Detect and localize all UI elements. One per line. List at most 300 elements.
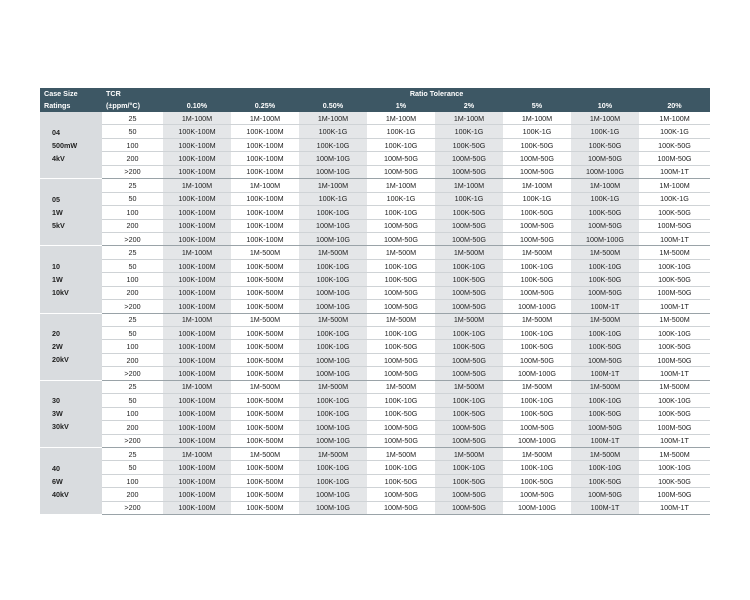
tcr-cell: 50 <box>102 259 163 272</box>
tolerance-header: 1% <box>367 100 435 112</box>
range-cell: 100K-500M <box>231 259 299 272</box>
range-cell: 1M-500M <box>571 447 639 460</box>
range-cell: 1M-100M <box>435 112 503 125</box>
tcr-cell: 200 <box>102 488 163 501</box>
case-voltage: 10kV <box>52 287 69 297</box>
range-cell: 1M-100M <box>231 112 299 125</box>
table-row <box>40 313 710 326</box>
case-power: 1W <box>52 207 63 217</box>
range-cell: 100M-50G <box>367 232 435 245</box>
range-cell: 100M-100G <box>571 232 639 245</box>
tolerance-header: 0.50% <box>299 100 367 112</box>
range-cell: 100M-10G <box>299 232 367 245</box>
range-cell: 100K-100M <box>163 125 231 138</box>
case-case: 20 <box>52 329 60 339</box>
case-voltage: 4kV <box>52 153 65 163</box>
table-row <box>40 125 710 138</box>
range-cell: 100K-100M <box>231 219 299 232</box>
range-cell: 100M-50G <box>435 300 503 313</box>
range-cell: 100K-10G <box>503 461 571 474</box>
range-cell: 100M-10G <box>299 165 367 178</box>
range-cell: 100M-10G <box>299 219 367 232</box>
range-cell: 100K-100M <box>163 165 231 178</box>
range-cell: 100K-50G <box>503 206 571 219</box>
range-cell: 100K-500M <box>231 340 299 353</box>
case-size-cell <box>40 246 102 313</box>
range-cell: 100K-100M <box>163 232 231 245</box>
range-cell: 100K-10G <box>639 461 710 474</box>
range-cell: 100M-10G <box>299 421 367 434</box>
range-cell: 100M-50G <box>571 488 639 501</box>
range-cell: 1M-500M <box>367 380 435 393</box>
tolerance-header: 10% <box>571 100 639 112</box>
range-cell: 100K-50G <box>367 474 435 487</box>
range-cell: 100M-100G <box>503 367 571 380</box>
ratio-tolerance-header: Ratio Tolerance <box>163 88 710 100</box>
range-cell: 1M-100M <box>163 313 231 326</box>
range-cell: 100K-50G <box>639 407 710 420</box>
range-cell: 100M-50G <box>503 219 571 232</box>
range-cell: 100K-1G <box>571 192 639 205</box>
range-cell: 100K-100M <box>163 461 231 474</box>
range-cell: 1M-100M <box>163 112 231 125</box>
table-row <box>40 219 710 232</box>
range-cell: 100K-50G <box>435 206 503 219</box>
tcr-header: TCR <box>102 88 163 100</box>
range-cell: 100K-10G <box>299 273 367 286</box>
range-cell: 100M-10G <box>299 300 367 313</box>
range-cell: 100K-1G <box>435 125 503 138</box>
case-power: 6W <box>52 476 63 486</box>
table-row <box>40 300 710 313</box>
range-cell: 100K-100M <box>163 474 231 487</box>
table-row <box>40 259 710 272</box>
table-row <box>40 501 710 514</box>
header-row-1 <box>40 88 710 100</box>
range-cell: 100K-500M <box>231 327 299 340</box>
range-cell: 100K-100M <box>163 219 231 232</box>
tcr-cell: 25 <box>102 313 163 326</box>
range-cell: 100M-50G <box>503 165 571 178</box>
range-cell: 100M-1T <box>639 165 710 178</box>
range-cell: 100M-50G <box>367 353 435 366</box>
range-cell: 100M-50G <box>367 300 435 313</box>
range-cell: 100K-50G <box>571 138 639 151</box>
range-cell: 1M-100M <box>299 179 367 192</box>
table-row <box>40 112 710 125</box>
range-cell: 100K-50G <box>435 340 503 353</box>
tcr-cell: >200 <box>102 232 163 245</box>
range-cell: 100M-50G <box>639 421 710 434</box>
table-row <box>40 407 710 420</box>
range-cell: 100K-500M <box>231 501 299 514</box>
tcr-cell: 25 <box>102 447 163 460</box>
range-cell: 100K-100M <box>231 232 299 245</box>
range-cell: 1M-100M <box>435 179 503 192</box>
range-cell: 100M-1T <box>639 300 710 313</box>
header-row-2 <box>40 100 710 112</box>
tcr-cell: 100 <box>102 206 163 219</box>
range-cell: 100M-50G <box>435 232 503 245</box>
range-cell: 1M-100M <box>571 179 639 192</box>
range-cell: 100K-100M <box>163 367 231 380</box>
range-cell: 1M-500M <box>435 447 503 460</box>
range-cell: 1M-100M <box>231 179 299 192</box>
range-cell: 100M-10G <box>299 353 367 366</box>
range-cell: 100M-1T <box>639 367 710 380</box>
case-power: 2W <box>52 342 63 352</box>
range-cell: 100M-10G <box>299 501 367 514</box>
range-cell: 100K-100M <box>163 152 231 165</box>
range-cell: 100K-500M <box>231 367 299 380</box>
range-cell: 100K-10G <box>435 461 503 474</box>
range-cell: 100K-10G <box>571 461 639 474</box>
range-cell: 1M-500M <box>299 447 367 460</box>
case-voltage: 30kV <box>52 422 69 432</box>
range-cell: 100M-1T <box>639 232 710 245</box>
case-voltage: 5kV <box>52 220 65 230</box>
range-cell: 100K-100M <box>163 421 231 434</box>
range-cell: 100M-10G <box>299 488 367 501</box>
case-power: 3W <box>52 409 63 419</box>
case-case: 30 <box>52 396 60 406</box>
range-cell: 1M-500M <box>503 380 571 393</box>
range-cell: 100M-50G <box>367 501 435 514</box>
range-cell: 1M-100M <box>163 246 231 259</box>
case-power: 500mW <box>52 140 78 150</box>
range-cell: 1M-500M <box>231 380 299 393</box>
range-cell: 100M-50G <box>571 421 639 434</box>
range-cell: 100K-100M <box>163 340 231 353</box>
range-cell: 100K-10G <box>299 327 367 340</box>
range-cell: 100M-50G <box>435 219 503 232</box>
case-size-cell <box>40 447 102 514</box>
range-cell: 100K-100M <box>163 138 231 151</box>
range-cell: 100K-100M <box>163 206 231 219</box>
range-cell: 100K-10G <box>435 327 503 340</box>
tcr-cell: >200 <box>102 165 163 178</box>
tcr-cell: 25 <box>102 112 163 125</box>
range-cell: 100K-500M <box>231 394 299 407</box>
range-cell: 100K-1G <box>639 192 710 205</box>
range-cell: 100M-50G <box>435 165 503 178</box>
case-case: 05 <box>52 194 60 204</box>
range-cell: 100K-100M <box>163 394 231 407</box>
range-cell: 100M-100G <box>503 434 571 447</box>
tcr-cell: 200 <box>102 286 163 299</box>
range-cell: 100K-1G <box>367 125 435 138</box>
range-cell: 100M-1T <box>571 434 639 447</box>
table-row <box>40 461 710 474</box>
range-cell: 100M-50G <box>435 286 503 299</box>
range-cell: 100M-1T <box>571 367 639 380</box>
range-cell: 100K-10G <box>503 327 571 340</box>
range-cell: 100M-1T <box>639 434 710 447</box>
range-cell: 1M-500M <box>231 447 299 460</box>
range-cell: 1M-100M <box>503 179 571 192</box>
range-cell: 100K-50G <box>503 138 571 151</box>
table-row <box>40 206 710 219</box>
range-cell: 100K-50G <box>503 474 571 487</box>
range-cell: 100M-50G <box>435 501 503 514</box>
range-cell: 100M-50G <box>639 353 710 366</box>
table-row <box>40 367 710 380</box>
range-cell: 1M-500M <box>639 447 710 460</box>
tcr-cell: 50 <box>102 327 163 340</box>
table-row <box>40 192 710 205</box>
range-cell: 100M-100G <box>503 300 571 313</box>
range-cell: 100K-500M <box>231 353 299 366</box>
table-row <box>40 165 710 178</box>
range-cell: 1M-500M <box>571 380 639 393</box>
range-cell: 100K-50G <box>435 407 503 420</box>
tolerance-header: 20% <box>639 100 710 112</box>
tcr-cell: >200 <box>102 300 163 313</box>
range-cell: 100M-100G <box>571 165 639 178</box>
range-cell: 1M-500M <box>299 313 367 326</box>
range-cell: 100K-1G <box>299 125 367 138</box>
range-cell: 100M-50G <box>571 219 639 232</box>
range-cell: 100K-50G <box>503 407 571 420</box>
range-cell: 100K-10G <box>571 394 639 407</box>
range-cell: 100K-10G <box>299 474 367 487</box>
range-cell: 100M-1T <box>571 300 639 313</box>
range-cell: 100K-500M <box>231 300 299 313</box>
table-row <box>40 327 710 340</box>
range-cell: 100K-1G <box>435 192 503 205</box>
range-cell: 100M-50G <box>367 152 435 165</box>
case-voltage: 40kV <box>52 489 69 499</box>
range-cell: 100K-10G <box>367 138 435 151</box>
tcr-cell: >200 <box>102 501 163 514</box>
table-row <box>40 488 710 501</box>
range-cell: 1M-100M <box>571 112 639 125</box>
range-cell: 100K-10G <box>503 394 571 407</box>
range-cell: 100K-50G <box>367 407 435 420</box>
range-cell: 1M-500M <box>435 380 503 393</box>
range-cell: 1M-100M <box>163 179 231 192</box>
range-cell: 100K-100M <box>231 138 299 151</box>
table-row <box>40 434 710 447</box>
range-cell: 100K-100M <box>231 125 299 138</box>
range-cell: 1M-500M <box>639 246 710 259</box>
range-cell: 1M-500M <box>571 313 639 326</box>
range-cell: 100K-10G <box>299 407 367 420</box>
range-cell: 100M-50G <box>639 219 710 232</box>
range-cell: 100K-10G <box>367 394 435 407</box>
range-cell: 100K-10G <box>639 259 710 272</box>
tolerance-header: 0.25% <box>231 100 299 112</box>
range-cell: 100K-50G <box>639 340 710 353</box>
range-cell: 100M-50G <box>435 434 503 447</box>
range-cell: 100K-500M <box>231 421 299 434</box>
case-case: 10 <box>52 261 60 271</box>
range-cell: 1M-100M <box>639 179 710 192</box>
tcr-cell: 100 <box>102 273 163 286</box>
range-cell: 100M-1T <box>639 501 710 514</box>
tcr-cell: 25 <box>102 246 163 259</box>
range-cell: 100M-10G <box>299 152 367 165</box>
tcr-cell: >200 <box>102 367 163 380</box>
tolerance-header: 0.10% <box>163 100 231 112</box>
range-cell: 100K-10G <box>299 206 367 219</box>
range-cell: 100K-50G <box>571 340 639 353</box>
range-cell: 100K-10G <box>571 327 639 340</box>
range-cell: 100K-50G <box>435 474 503 487</box>
tcr-cell: >200 <box>102 434 163 447</box>
tcr-cell: 200 <box>102 421 163 434</box>
table-row <box>40 286 710 299</box>
tcr-cell: 25 <box>102 179 163 192</box>
case-case: 40 <box>52 463 60 473</box>
range-cell: 100K-500M <box>231 474 299 487</box>
range-cell: 100K-100M <box>231 206 299 219</box>
range-cell: 100K-100M <box>163 434 231 447</box>
range-cell: 100K-100M <box>163 192 231 205</box>
table-row <box>40 232 710 245</box>
range-cell: 100K-500M <box>231 407 299 420</box>
case-case: 04 <box>52 127 60 137</box>
range-cell: 100M-50G <box>367 434 435 447</box>
range-cell: 100K-50G <box>503 273 571 286</box>
tcr-cell: 50 <box>102 461 163 474</box>
range-cell: 100K-10G <box>367 259 435 272</box>
table-row <box>40 138 710 151</box>
range-cell: 1M-500M <box>435 313 503 326</box>
range-cell: 1M-500M <box>299 246 367 259</box>
range-cell: 100M-50G <box>435 152 503 165</box>
range-cell: 100M-50G <box>503 353 571 366</box>
range-cell: 100K-10G <box>299 394 367 407</box>
range-cell: 100K-1G <box>571 125 639 138</box>
range-cell: 100M-10G <box>299 367 367 380</box>
tcr-cell: 100 <box>102 474 163 487</box>
range-cell: 1M-500M <box>503 313 571 326</box>
range-cell: 1M-500M <box>571 246 639 259</box>
tcr-cell: 100 <box>102 138 163 151</box>
range-cell: 1M-100M <box>163 447 231 460</box>
range-cell: 1M-100M <box>367 112 435 125</box>
range-cell: 100K-500M <box>231 488 299 501</box>
range-cell: 100K-100M <box>163 300 231 313</box>
range-cell: 100K-50G <box>367 273 435 286</box>
range-cell: 100M-50G <box>503 152 571 165</box>
case-size-cell <box>40 313 102 380</box>
range-cell: 1M-500M <box>367 313 435 326</box>
range-cell: 100K-1G <box>367 192 435 205</box>
range-cell: 100K-100M <box>163 286 231 299</box>
range-cell: 100M-50G <box>367 286 435 299</box>
range-cell: 100M-50G <box>571 353 639 366</box>
range-cell: 100K-500M <box>231 273 299 286</box>
table-row <box>40 179 710 192</box>
range-cell: 1M-500M <box>231 246 299 259</box>
tolerance-header: 2% <box>435 100 503 112</box>
table-row <box>40 353 710 366</box>
range-cell: 100K-10G <box>571 259 639 272</box>
range-cell: 100M-50G <box>639 286 710 299</box>
range-cell: 100M-50G <box>639 488 710 501</box>
ratings-header: Ratings <box>40 100 102 112</box>
table-row <box>40 447 710 460</box>
range-cell: 100K-100M <box>163 407 231 420</box>
table-row <box>40 152 710 165</box>
range-cell: 100K-10G <box>435 394 503 407</box>
range-cell: 100K-10G <box>367 206 435 219</box>
range-cell: 100K-500M <box>231 461 299 474</box>
range-cell: 100M-50G <box>367 367 435 380</box>
range-cell: 1M-100M <box>639 112 710 125</box>
range-cell: 100K-500M <box>231 434 299 447</box>
range-cell: 100K-50G <box>435 273 503 286</box>
range-cell: 100M-50G <box>367 421 435 434</box>
table-body <box>40 112 710 515</box>
tcr-cell: 50 <box>102 394 163 407</box>
range-cell: 100M-1T <box>571 501 639 514</box>
case-size-cell <box>40 112 102 179</box>
range-cell: 100K-10G <box>367 327 435 340</box>
range-cell: 100K-50G <box>571 273 639 286</box>
table-row <box>40 273 710 286</box>
range-cell: 100K-10G <box>299 461 367 474</box>
range-cell: 1M-500M <box>231 313 299 326</box>
table-row <box>40 380 710 393</box>
range-cell: 1M-100M <box>299 112 367 125</box>
range-cell: 100K-10G <box>299 138 367 151</box>
range-cell: 100K-50G <box>571 474 639 487</box>
range-cell: 100K-500M <box>231 286 299 299</box>
range-cell: 100K-100M <box>163 273 231 286</box>
tcr-cell: 50 <box>102 125 163 138</box>
tcr-unit-header: (±ppm/°C) <box>102 100 163 112</box>
range-cell: 100K-50G <box>571 206 639 219</box>
case-size-cell <box>40 179 102 246</box>
range-cell: 100K-100M <box>231 165 299 178</box>
tcr-cell: 25 <box>102 380 163 393</box>
range-cell: 100M-50G <box>435 421 503 434</box>
range-cell: 1M-100M <box>163 380 231 393</box>
range-cell: 100K-10G <box>503 259 571 272</box>
range-cell: 100M-50G <box>503 232 571 245</box>
table-row <box>40 421 710 434</box>
tcr-cell: 200 <box>102 353 163 366</box>
range-cell: 100M-50G <box>639 152 710 165</box>
range-cell: 100K-1G <box>503 192 571 205</box>
range-cell: 1M-500M <box>639 313 710 326</box>
range-cell: 100M-50G <box>571 152 639 165</box>
case-voltage: 20kV <box>52 355 69 365</box>
range-cell: 100K-1G <box>299 192 367 205</box>
range-cell: 100K-100M <box>231 192 299 205</box>
case-power: 1W <box>52 274 63 284</box>
tcr-cell: 200 <box>102 152 163 165</box>
range-cell: 100K-1G <box>639 125 710 138</box>
range-cell: 1M-500M <box>367 246 435 259</box>
range-cell: 100K-50G <box>367 340 435 353</box>
range-cell: 100M-50G <box>503 488 571 501</box>
range-cell: 100M-100G <box>503 501 571 514</box>
ratio-tolerance-table <box>40 88 710 515</box>
range-cell: 100K-100M <box>163 488 231 501</box>
range-cell: 1M-100M <box>503 112 571 125</box>
range-cell: 1M-100M <box>367 179 435 192</box>
range-cell: 100K-100M <box>163 501 231 514</box>
range-cell: 100K-100M <box>231 152 299 165</box>
case-size-header: Case Size <box>40 88 102 100</box>
range-cell: 1M-500M <box>299 380 367 393</box>
tcr-cell: 100 <box>102 340 163 353</box>
case-size-cell <box>40 380 102 447</box>
